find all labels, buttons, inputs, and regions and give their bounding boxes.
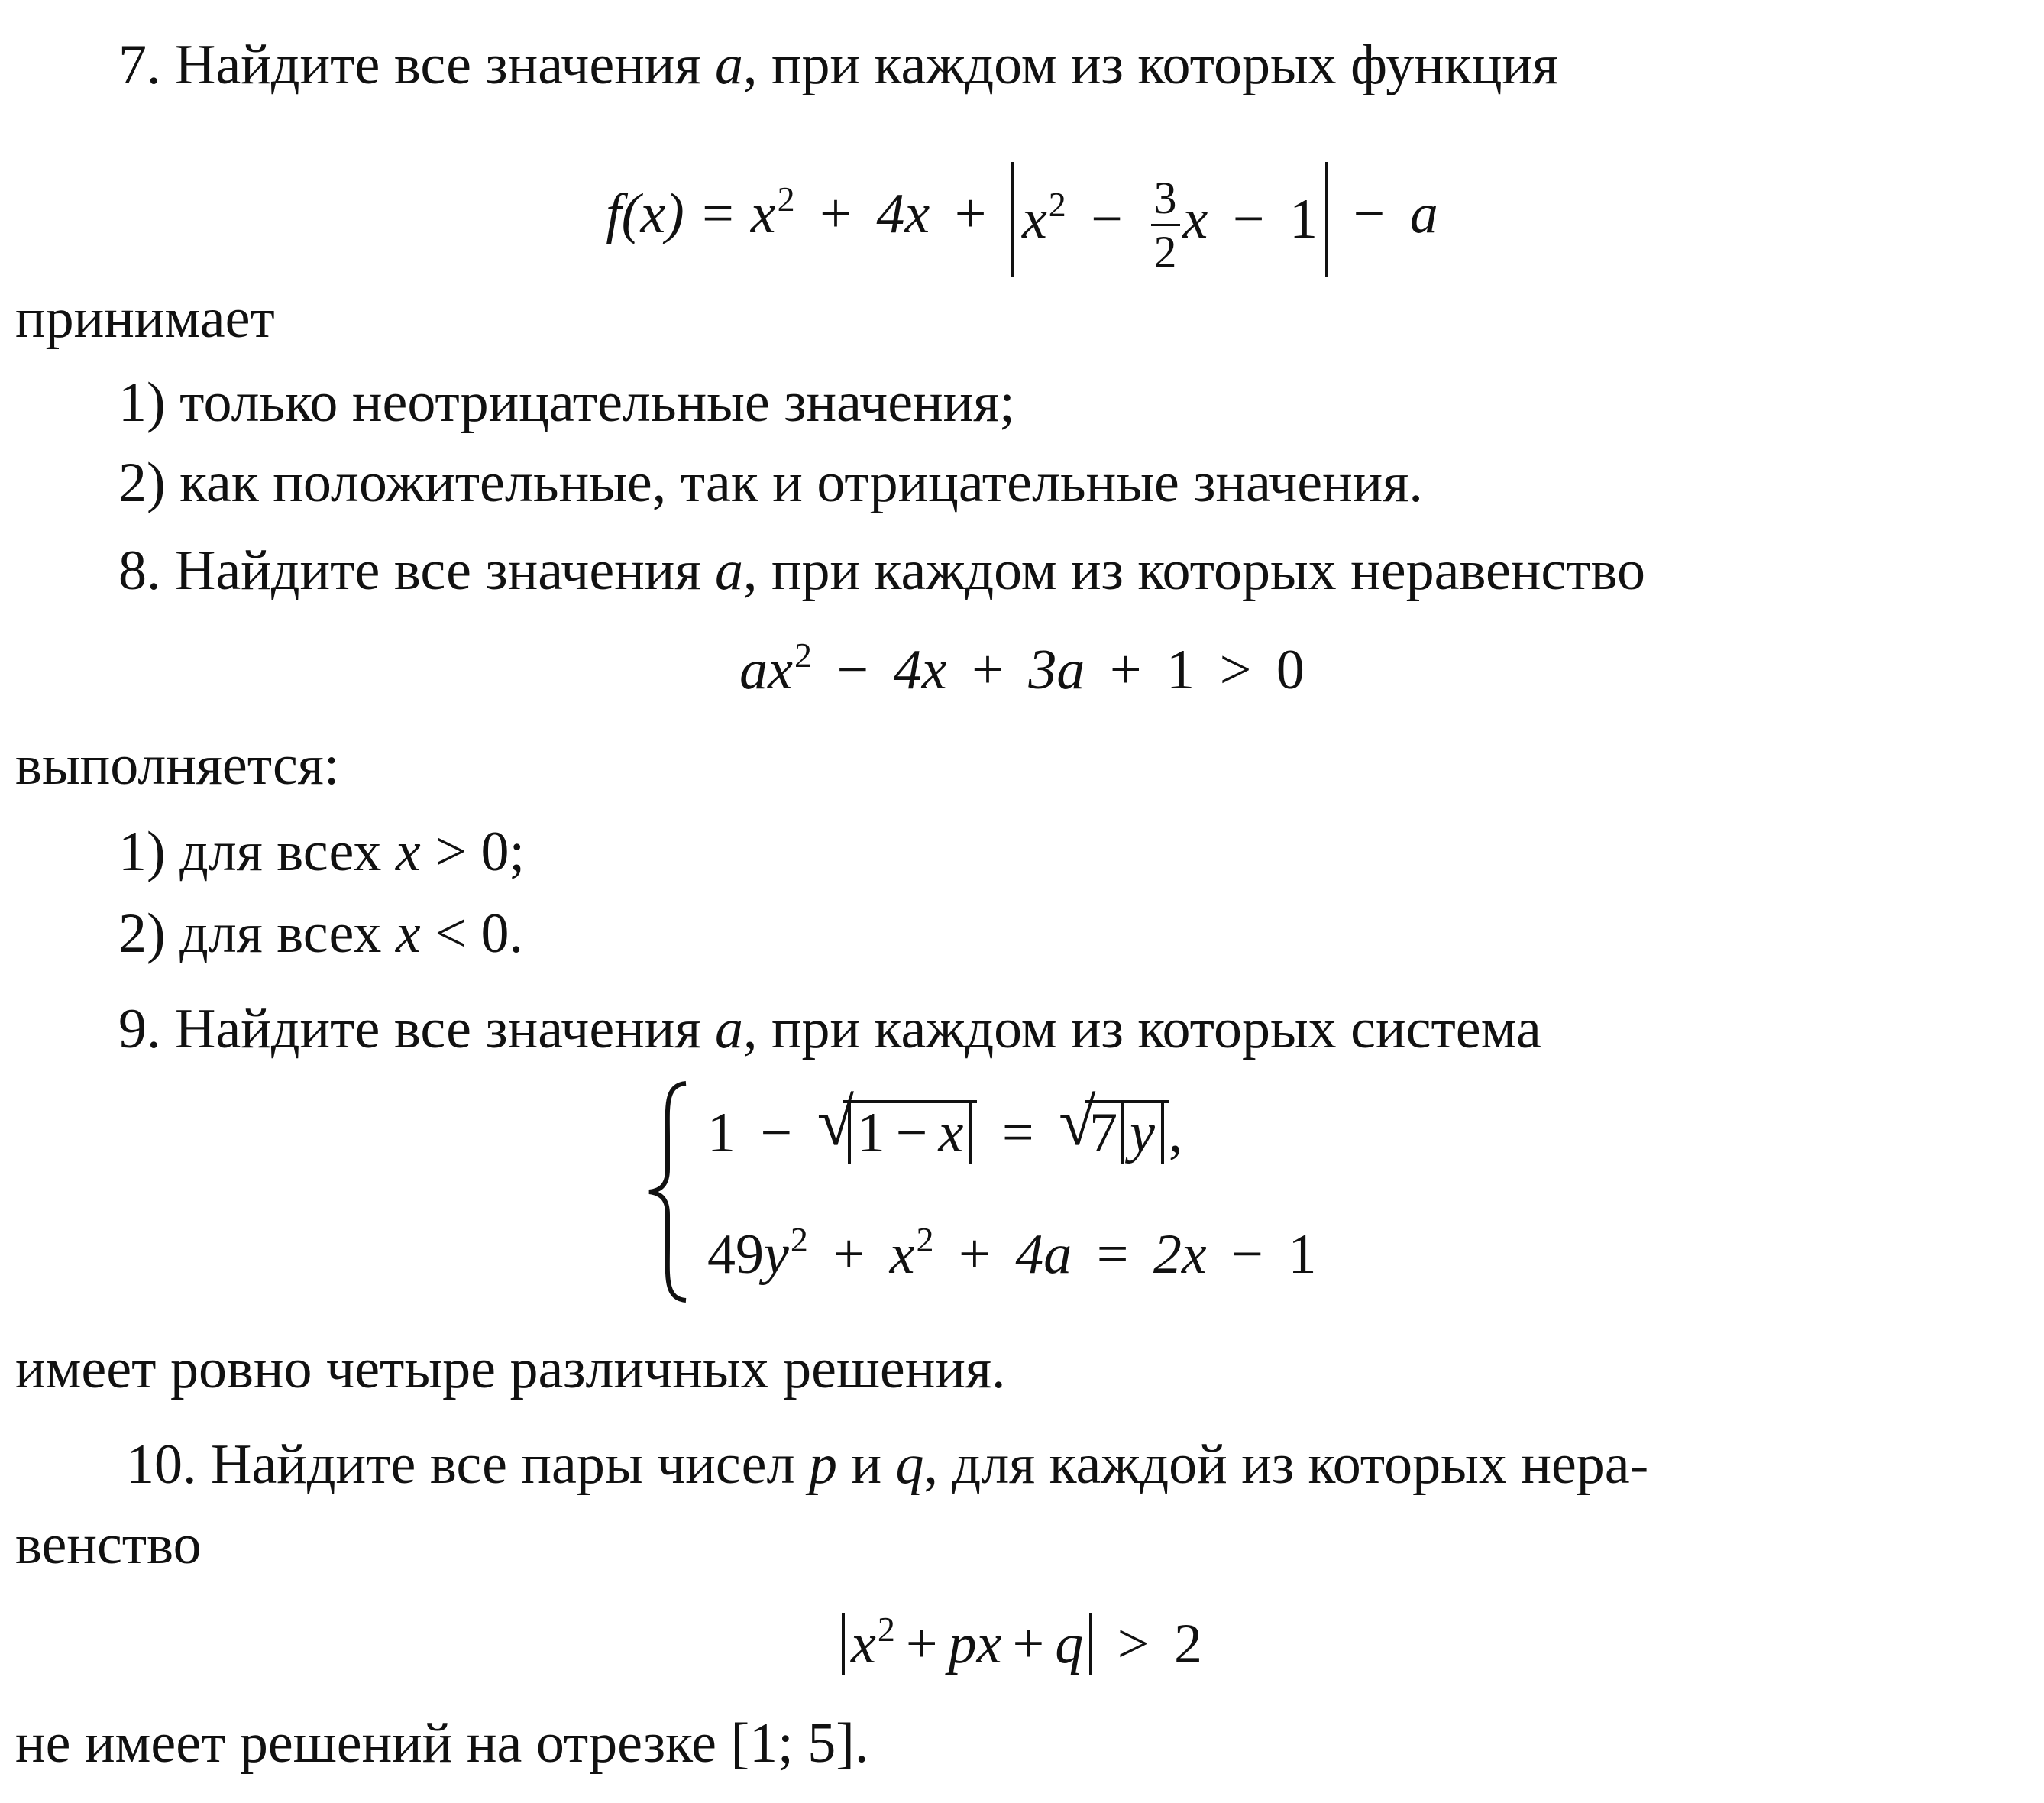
problem-8-formula <box>0 636 2044 701</box>
eq-seven: 7 <box>1089 1102 1118 1164</box>
problem-10-statement-cont: венство <box>15 1513 202 1576</box>
problem-7-var-a: a <box>714 34 743 96</box>
problem-8-after: выполняется: <box>15 734 340 797</box>
problem-10-formula <box>0 1610 2044 1675</box>
formula-one: 1 <box>1289 188 1318 251</box>
problem-9-after: имеет ровно четыре различных решения. <box>15 1338 1006 1400</box>
problem-8-statement <box>118 539 1646 602</box>
formula-gt: > <box>1219 639 1252 701</box>
problem-10-and: и <box>851 1433 882 1496</box>
problem-7-number: 7. <box>118 34 161 96</box>
eq-one: 1 <box>707 1102 736 1164</box>
sqrt-abs-1-minus-x <box>817 1086 978 1164</box>
formula-q: q <box>1055 1613 1084 1675</box>
formula-4x: 4x <box>893 639 947 701</box>
option-var-x: x <box>395 902 421 965</box>
problem-10-var-q: q <box>895 1433 924 1496</box>
radical-icon: √ <box>817 1086 855 1160</box>
formula-minus: − <box>1232 188 1265 251</box>
formula-px: px <box>948 1613 1002 1675</box>
fraction-three-halves <box>1151 172 1180 277</box>
problem-8-option-1 <box>118 821 526 883</box>
formula-exp: 2 <box>877 1610 895 1649</box>
formula-plus: + <box>972 639 1004 701</box>
formula-minus: − <box>1091 188 1124 251</box>
formula-x: x <box>1021 188 1047 251</box>
problem-7-after: принимает <box>15 287 275 350</box>
formula-exp: 2 <box>794 636 813 675</box>
formula-gt: > <box>1117 1613 1150 1675</box>
problem-10-text-b: , для каждой из которых нера- <box>923 1433 1649 1496</box>
formula-a: a <box>1409 182 1438 245</box>
formula-plus: + <box>905 1613 938 1675</box>
problem-7-option-1: 1) только неотрицательные значения; <box>118 371 1015 434</box>
formula-zero: 0 <box>1276 639 1305 701</box>
problem-9-number: 9. <box>118 998 161 1060</box>
problem-9-text-a: Найдите все значения <box>175 998 701 1060</box>
option-rest: > 0; <box>420 821 526 883</box>
eq-exp: 2 <box>916 1220 934 1259</box>
eq-one: 1 <box>1288 1223 1317 1286</box>
problem-7-formula <box>0 162 2044 277</box>
formula-x: x <box>851 1613 876 1675</box>
option-text: 1) для всех <box>118 821 382 883</box>
problem-7-text-a: Найдите все значения <box>175 34 701 96</box>
problem-7-option-2: 2) как положительные, так и отрицательные значения. <box>118 452 1423 514</box>
formula-two: 2 <box>1173 1613 1202 1675</box>
formula-plus: + <box>1012 1613 1045 1675</box>
eq-y: y <box>1130 1102 1155 1164</box>
formula-one: 1 <box>1166 639 1195 701</box>
problem-10-var-p: p <box>808 1433 837 1496</box>
formula-fx: f(x) = <box>606 182 737 245</box>
option-rest: < 0. <box>420 902 523 965</box>
absolute-value <box>848 1102 973 1164</box>
problem-10-number: 10. <box>126 1433 197 1496</box>
problem-10-statement <box>126 1433 1649 1496</box>
formula-3a: 3a <box>1028 639 1085 701</box>
sqrt-7-abs-y <box>1059 1086 1169 1164</box>
problem-7-text-b: , при каждом из которых функция <box>742 34 1559 96</box>
eq-x: x <box>938 1102 964 1164</box>
option-var-x: x <box>395 821 421 883</box>
option-text: 2) для всех <box>118 902 382 965</box>
left-brace-icon <box>642 1077 695 1306</box>
eq-one: 1 <box>856 1102 885 1164</box>
problem-7-statement <box>118 34 1559 96</box>
eq-minus: − <box>1231 1223 1264 1286</box>
formula-minus: − <box>1353 182 1386 245</box>
eq-minus: − <box>760 1102 793 1164</box>
problem-8-option-2 <box>118 902 523 965</box>
problem-9-statement <box>118 998 1541 1060</box>
fraction-numerator: 3 <box>1151 175 1180 226</box>
eq-minus: − <box>895 1102 928 1164</box>
formula-minus: − <box>836 639 869 701</box>
eq-equals: = <box>1096 1223 1129 1286</box>
fraction-denominator: 2 <box>1153 226 1177 277</box>
system-equation-2 <box>707 1220 1317 1286</box>
formula-4x: 4x <box>876 182 930 245</box>
eq-4a: 4a <box>1015 1223 1072 1286</box>
formula-plus: + <box>820 182 852 245</box>
formula-exp: 2 <box>777 179 795 218</box>
formula-x: x <box>1182 188 1208 251</box>
formula-x: x <box>750 182 776 245</box>
problem-8-var-a: a <box>714 539 743 602</box>
problem-8-number: 8. <box>118 539 161 602</box>
eq-exp: 2 <box>790 1220 808 1259</box>
eq-plus: + <box>833 1223 865 1286</box>
problem-9-var-a: a <box>714 998 743 1060</box>
eq-comma: , <box>1168 1102 1183 1164</box>
eq-y: y <box>764 1223 789 1286</box>
absolute-value <box>1121 1102 1164 1164</box>
eq-equals: = <box>1001 1102 1034 1164</box>
absolute-value <box>1011 162 1328 277</box>
formula-exp: 2 <box>1048 185 1066 224</box>
formula-plus: + <box>954 182 987 245</box>
eq-coefficient: 49 <box>707 1223 764 1286</box>
absolute-value <box>842 1610 1092 1675</box>
problem-8-text-a: Найдите все значения <box>175 539 701 602</box>
system-equation-1 <box>707 1086 1183 1164</box>
eq-2x: 2x <box>1153 1223 1207 1286</box>
problem-9-text-b: , при каждом из которых система <box>742 998 1541 1060</box>
problem-10-after: не имеет решений на отрезке [1; 5]. <box>15 1712 869 1775</box>
formula-ax: ax <box>739 639 794 701</box>
eq-plus: + <box>958 1223 991 1286</box>
eq-x: x <box>889 1223 915 1286</box>
problem-8-text-b: , при каждом из которых неравенство <box>742 539 1646 602</box>
problem-10-text-a: Найдите все пары чисел <box>211 1433 795 1496</box>
radical-icon: √ <box>1059 1086 1096 1160</box>
formula-plus: + <box>1109 639 1142 701</box>
